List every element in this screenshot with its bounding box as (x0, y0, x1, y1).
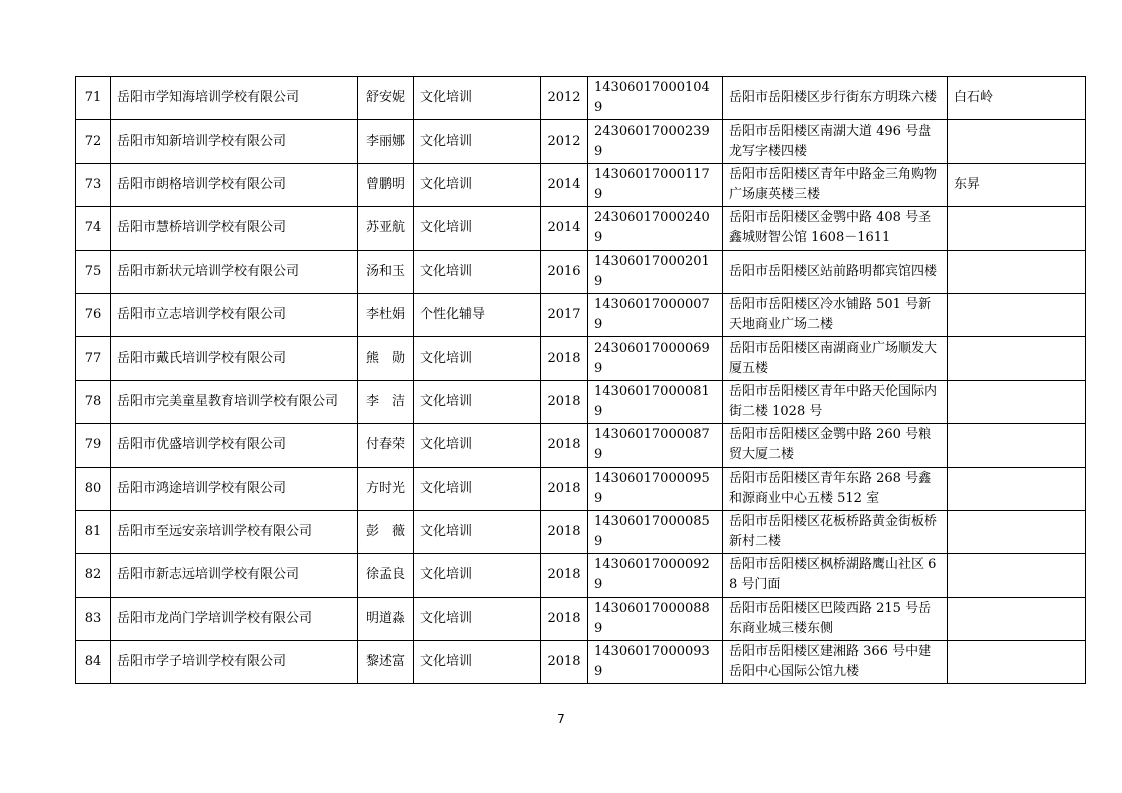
legal-representative-cell: 曾鹏明 (358, 163, 414, 206)
training-category-cell: 文化培训 (414, 120, 541, 163)
license-code-cell: 243060170002409 (588, 207, 723, 250)
school-address-cell: 岳阳市岳阳楼区花板桥路黄金街板桥新村二楼 (723, 510, 948, 553)
district-area-cell (948, 510, 1086, 553)
district-area-cell (948, 597, 1086, 640)
table-row (76, 163, 1086, 206)
training-category-cell: 文化培训 (414, 77, 541, 120)
school-name-cell: 岳阳市慧桥培训学校有限公司 (111, 207, 358, 250)
legal-representative-cell: 黎述富 (358, 641, 414, 684)
row-index-cell: 76 (76, 293, 111, 336)
training-category-cell: 文化培训 (414, 424, 541, 467)
table-row (76, 250, 1086, 293)
table-row (76, 120, 1086, 163)
training-category-cell: 文化培训 (414, 597, 541, 640)
license-code-cell: 143060170000959 (588, 467, 723, 510)
established-year-cell: 2018 (541, 597, 588, 640)
license-code-cell: 243060170000699 (588, 337, 723, 380)
legal-representative-cell: 汤和玉 (358, 250, 414, 293)
page-number: 7 (557, 712, 565, 726)
training-category-cell: 文化培训 (414, 207, 541, 250)
school-address-cell: 岳阳市岳阳楼区青年中路金三角购物广场康英楼三楼 (723, 163, 948, 206)
training-category-cell: 文化培训 (414, 467, 541, 510)
license-code-cell: 143060170000889 (588, 597, 723, 640)
district-area-cell (948, 120, 1086, 163)
training-category-cell: 文化培训 (414, 510, 541, 553)
established-year-cell: 2012 (541, 77, 588, 120)
legal-representative-cell: 方时光 (358, 467, 414, 510)
legal-representative-cell: 舒安妮 (358, 77, 414, 120)
established-year-cell: 2018 (541, 641, 588, 684)
legal-representative-cell: 明道淼 (358, 597, 414, 640)
legal-representative-cell: 彭 薇 (358, 510, 414, 553)
district-area-cell (948, 641, 1086, 684)
training-category-cell: 文化培训 (414, 554, 541, 597)
legal-representative-cell: 徐孟良 (358, 554, 414, 597)
license-code-cell: 143060170000939 (588, 641, 723, 684)
row-index-cell: 83 (76, 597, 111, 640)
school-name-cell: 岳阳市鸿途培训学校有限公司 (111, 467, 358, 510)
school-address-cell: 岳阳市岳阳楼区枫桥湖路鹰山社区 68 号门面 (723, 554, 948, 597)
school-name-cell: 岳阳市新志远培训学校有限公司 (111, 554, 358, 597)
district-area-cell (948, 293, 1086, 336)
district-area-cell (948, 424, 1086, 467)
established-year-cell: 2018 (541, 467, 588, 510)
license-code-cell: 243060170002399 (588, 120, 723, 163)
training-category-cell: 文化培训 (414, 163, 541, 206)
row-index-cell: 74 (76, 207, 111, 250)
school-address-cell: 岳阳市岳阳楼区青年东路 268 号鑫和源商业中心五楼 512 室 (723, 467, 948, 510)
license-code-cell: 143060170001049 (588, 77, 723, 120)
training-category-cell: 文化培训 (414, 641, 541, 684)
table-row (76, 380, 1086, 423)
school-name-cell: 岳阳市学子培训学校有限公司 (111, 641, 358, 684)
row-index-cell: 78 (76, 380, 111, 423)
established-year-cell: 2014 (541, 207, 588, 250)
school-address-cell: 岳阳市岳阳楼区青年中路天伦国际内街二楼 1028 号 (723, 380, 948, 423)
school-name-cell: 岳阳市龙尚门学培训学校有限公司 (111, 597, 358, 640)
established-year-cell: 2016 (541, 250, 588, 293)
legal-representative-cell: 李杜娟 (358, 293, 414, 336)
school-name-cell: 岳阳市新状元培训学校有限公司 (111, 250, 358, 293)
license-code-cell: 143060170000079 (588, 293, 723, 336)
training-category-cell: 个性化辅导 (414, 293, 541, 336)
legal-representative-cell: 李 洁 (358, 380, 414, 423)
school-address-cell: 岳阳市岳阳楼区金鹗中路 408 号圣鑫城财智公馆 1608－1611 (723, 207, 948, 250)
row-index-cell: 79 (76, 424, 111, 467)
school-name-cell: 岳阳市立志培训学校有限公司 (111, 293, 358, 336)
established-year-cell: 2018 (541, 380, 588, 423)
district-area-cell (948, 380, 1086, 423)
license-code-cell: 143060170001179 (588, 163, 723, 206)
row-index-cell: 75 (76, 250, 111, 293)
row-index-cell: 73 (76, 163, 111, 206)
established-year-cell: 2014 (541, 163, 588, 206)
district-area-cell (948, 337, 1086, 380)
table-row (76, 510, 1086, 553)
school-address-cell: 岳阳市岳阳楼区南湖商业广场顺发大厦五楼 (723, 337, 948, 380)
table-row (76, 207, 1086, 250)
district-area-cell (948, 554, 1086, 597)
legal-representative-cell: 苏亚航 (358, 207, 414, 250)
district-area-cell: 东昇 (948, 163, 1086, 206)
established-year-cell: 2012 (541, 120, 588, 163)
row-index-cell: 84 (76, 641, 111, 684)
district-area-cell (948, 467, 1086, 510)
table-row (76, 293, 1086, 336)
license-code-cell: 143060170000879 (588, 424, 723, 467)
school-name-cell: 岳阳市至远安亲培训学校有限公司 (111, 510, 358, 553)
school-address-cell: 岳阳市岳阳楼区步行街东方明珠六楼 (723, 77, 948, 120)
training-category-cell: 文化培训 (414, 380, 541, 423)
license-code-cell: 143060170000859 (588, 510, 723, 553)
row-index-cell: 77 (76, 337, 111, 380)
license-code-cell: 143060170000819 (588, 380, 723, 423)
table-row (76, 77, 1086, 120)
school-name-cell: 岳阳市戴氏培训学校有限公司 (111, 337, 358, 380)
legal-representative-cell: 李丽娜 (358, 120, 414, 163)
established-year-cell: 2018 (541, 337, 588, 380)
school-address-cell: 岳阳市岳阳楼区巴陵西路 215 号岳东商业城三楼东侧 (723, 597, 948, 640)
school-address-cell: 岳阳市岳阳楼区站前路明都宾馆四楼 (723, 250, 948, 293)
school-address-cell: 岳阳市岳阳楼区南湖大道 496 号盘龙写字楼四楼 (723, 120, 948, 163)
established-year-cell: 2018 (541, 424, 588, 467)
table-row (76, 337, 1086, 380)
established-year-cell: 2017 (541, 293, 588, 336)
row-index-cell: 81 (76, 510, 111, 553)
license-code-cell: 143060170000929 (588, 554, 723, 597)
legal-representative-cell: 付春荣 (358, 424, 414, 467)
legal-representative-cell: 熊 勋 (358, 337, 414, 380)
license-code-cell: 143060170002019 (588, 250, 723, 293)
table-row (76, 424, 1086, 467)
table-body (76, 77, 1086, 684)
school-name-cell: 岳阳市优盛培训学校有限公司 (111, 424, 358, 467)
school-address-cell: 岳阳市岳阳楼区建湘路 366 号中建岳阳中心国际公馆九楼 (723, 641, 948, 684)
table-row (76, 467, 1086, 510)
established-year-cell: 2018 (541, 510, 588, 553)
row-index-cell: 82 (76, 554, 111, 597)
school-name-cell: 岳阳市知新培训学校有限公司 (111, 120, 358, 163)
row-index-cell: 80 (76, 467, 111, 510)
school-list-table (75, 76, 1086, 684)
table-row (76, 554, 1086, 597)
row-index-cell: 72 (76, 120, 111, 163)
training-category-cell: 文化培训 (414, 250, 541, 293)
district-area-cell (948, 207, 1086, 250)
table-row (76, 597, 1086, 640)
training-category-cell: 文化培训 (414, 337, 541, 380)
district-area-cell: 白石岭 (948, 77, 1086, 120)
school-name-cell: 岳阳市学知海培训学校有限公司 (111, 77, 358, 120)
established-year-cell: 2018 (541, 554, 588, 597)
table-row (76, 641, 1086, 684)
school-address-cell: 岳阳市岳阳楼区金鹗中路 260 号粮贸大厦二楼 (723, 424, 948, 467)
school-address-cell: 岳阳市岳阳楼区冷水铺路 501 号新天地商业广场二楼 (723, 293, 948, 336)
school-name-cell: 岳阳市朗格培训学校有限公司 (111, 163, 358, 206)
school-name-cell: 岳阳市完美童星教育培训学校有限公司 (111, 380, 358, 423)
district-area-cell (948, 250, 1086, 293)
row-index-cell: 71 (76, 77, 111, 120)
